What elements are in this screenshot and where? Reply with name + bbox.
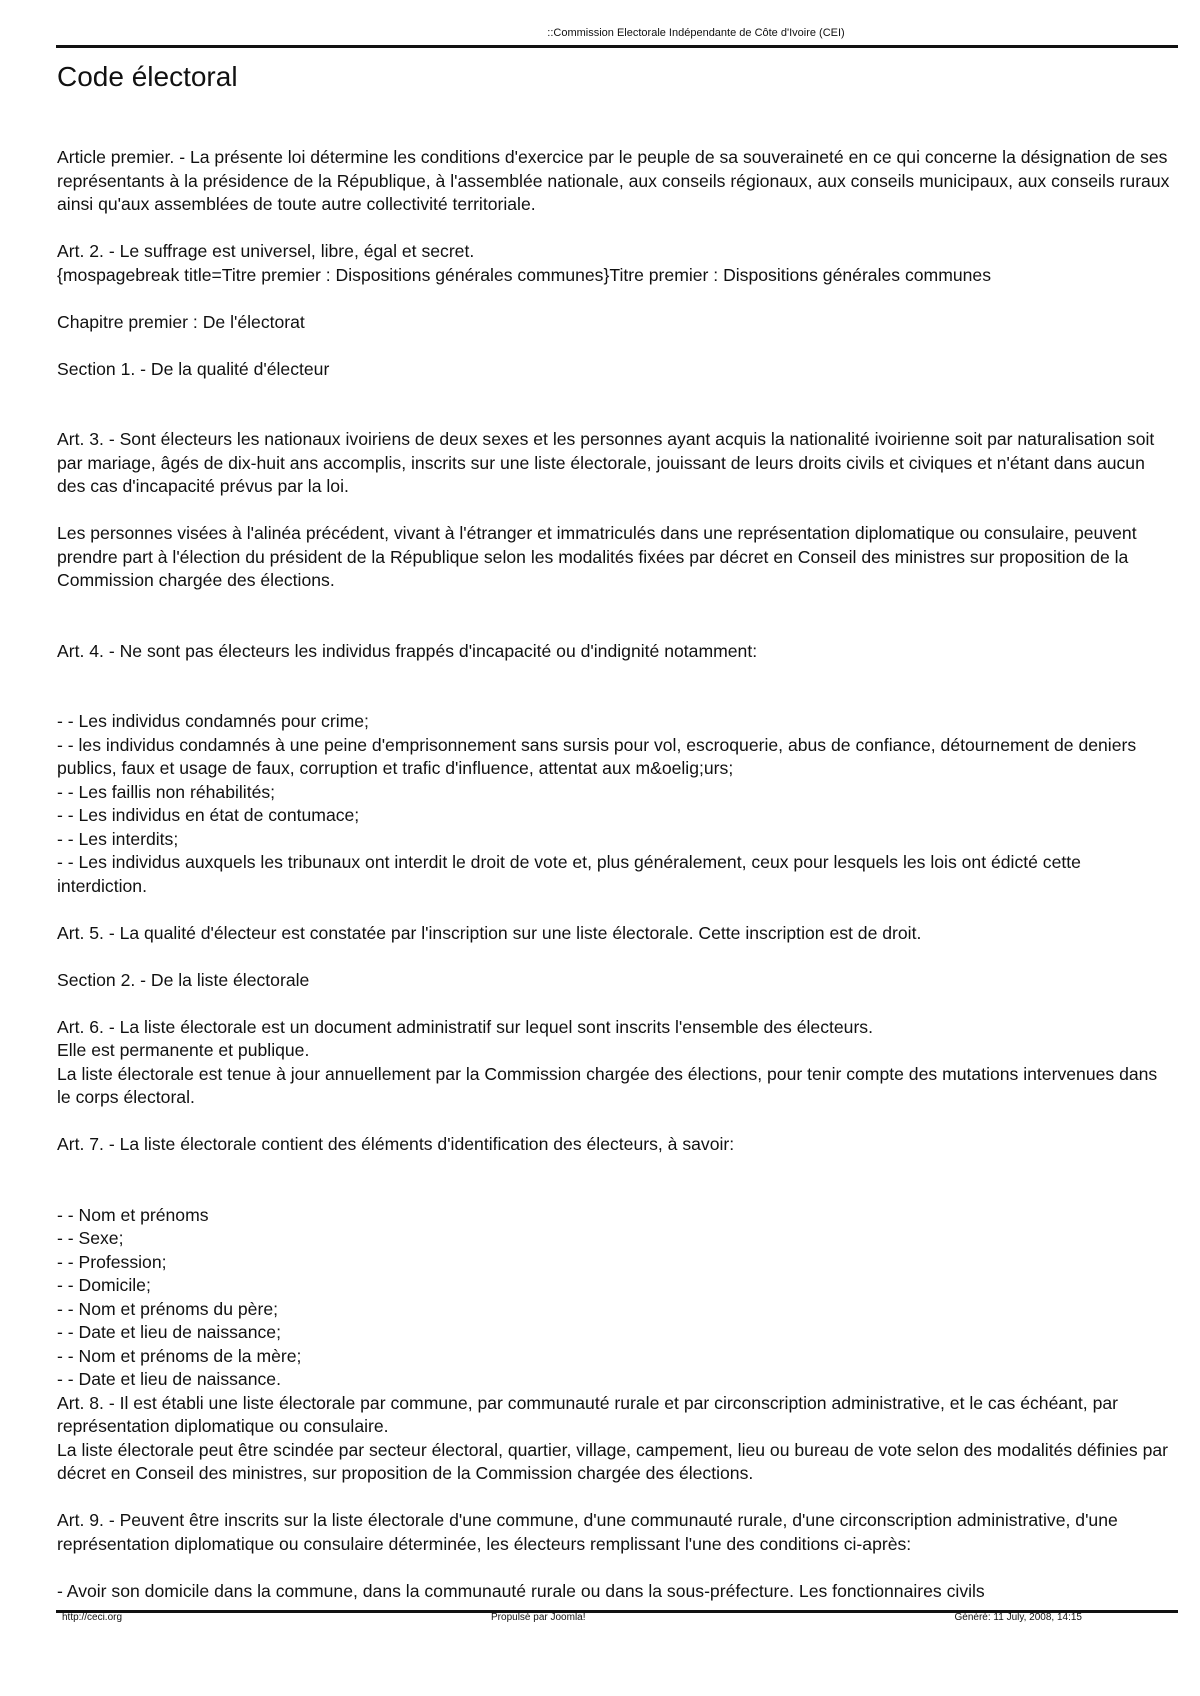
page-footer <box>62 1612 1082 1624</box>
article-6 <box>57 1016 1175 1110</box>
list-item: - - Nom et prénoms <box>57 1204 209 1225</box>
list-item: - - Les interdits; <box>57 828 179 849</box>
article-6-line-2: Elle est permanente et publique. <box>57 1040 310 1060</box>
article-8-line-2: La liste électorale peut être scindée par secteur électoral, quartier, village, campement, lieu ou bureau de vote selon des modalités définies par décret en Conseil des ministres, sur proposition de la Commission chargée des élections. <box>57 1439 1169 1483</box>
article-7: Art. 7. - La liste électorale contient des éléments d'identification des électeurs, à savoir: <box>57 1134 735 1154</box>
article-9: Art. 9. - Peuvent être inscrits sur la liste électorale d'une commune, d'une communauté rurale, d'une circonscription administrative, d'une représentation diplomatique ou consulaire déterminée, les électeurs remplissant l'une des conditions ci-après: <box>57 1510 1118 1554</box>
article-7-list <box>57 1204 1175 1392</box>
article-2-text: Art. 2. - Le suffrage est universel, libre, égal et secret. <box>57 241 475 261</box>
list-item: - - Date et lieu de naissance. <box>57 1369 281 1389</box>
article-6-line-1: Art. 6. - La liste électorale est un document administratif sur lequel sont inscrits l'ensemble des électeurs. <box>57 1016 873 1037</box>
site-title: ::Commission Electorale Indépendante de Côte d'Ivoire (CEI) <box>547 27 845 39</box>
article-9-condition: - Avoir son domicile dans la commune, dans la communauté rurale ou dans la sous-préfecture. Les fonctionnaires civils <box>57 1580 985 1601</box>
list-item: - - Date et lieu de naissance; <box>57 1322 281 1342</box>
article-4: Art. 4. - Ne sont pas électeurs les individus frappés d'incapacité ou d'indignité notamment: <box>57 640 758 661</box>
list-item: - - Les individus en état de contumace; <box>57 805 360 825</box>
list-item: - - Les individus auxquels les tribunaux ont interdit le droit de vote et, plus généralement, ceux pour lesquels les lois ont édicté cette interdiction. <box>57 852 1081 896</box>
chapter-heading: Chapitre premier : De l'électorat <box>57 311 305 332</box>
list-item: - - Nom et prénoms de la mère; <box>57 1345 302 1366</box>
section-2-heading: Section 2. - De la liste électorale <box>57 969 310 990</box>
article-6-line-3: La liste électorale est tenue à jour annuellement par la Commission chargée des élections, pour tenir compte des mutations intervenues dans le corps électoral. <box>57 1063 1158 1107</box>
list-item: - - Les individus condamnés pour crime; <box>57 711 369 731</box>
article-8 <box>57 1392 1175 1486</box>
list-item: - - Domicile; <box>57 1275 151 1295</box>
document-title: Code électoral <box>57 61 238 92</box>
footer-generated-date: Généré: 11 July, 2008, 14:15 <box>954 1612 1082 1623</box>
page-header <box>0 26 1200 40</box>
footer-powered-by: Propulsé par Joomla! <box>491 1612 586 1623</box>
article-5: Art. 5. - La qualité d'électeur est constatée par l'inscription sur une liste électorale. Cette inscription est de droit. <box>57 922 922 943</box>
article-4-list <box>57 710 1175 898</box>
article-2 <box>57 240 1175 287</box>
article-3-paragraph-2: Les personnes visées à l'alinéa précédent, vivant à l'étranger et immatriculés dans une représentation diplomatique ou consulaire, peuvent prendre part à l'élection du président de la République selon les modalités fixées par décret en Conseil des ministres sur proposition de la Commission chargée des élections. <box>57 523 1137 590</box>
header-divider <box>56 45 1178 48</box>
document-body <box>57 146 1175 1603</box>
article-1: Article premier. - La présente loi détermine les conditions d'exercice par le peuple de sa souveraineté en ce qui concerne la désignation de ses représentants à la présidence de la République, à l'assemblée nationale, aux conseils régionaux, aux conseils municipaux, aux conseils ruraux ainsi qu'aux assemblées de toute autre collectivité territoriale. <box>57 147 1170 214</box>
pagebreak-title: {mospagebreak title=Titre premier : Dispositions générales communes}Titre premier : Dispositions générales communes <box>57 264 992 285</box>
list-item: - - Profession; <box>57 1251 167 1272</box>
article-3: Art. 3. - Sont électeurs les nationaux ivoiriens de deux sexes et les personnes ayant acquis la nationalité ivoirienne soit par naturalisation soit par mariage, âgés de dix-huit ans accomplis, inscrits sur une liste électorale, jouissant de leurs droits civils et civiques et n'étant dans aucun des cas d'incapacité prévus par la loi. <box>57 429 1155 496</box>
list-item: - - Sexe; <box>57 1228 124 1248</box>
list-item: - - Les faillis non réhabilités; <box>57 781 276 802</box>
footer-url: http://ceci.org <box>62 1612 123 1623</box>
section-1-heading: Section 1. - De la qualité d'électeur <box>57 358 330 379</box>
article-8-line-1: Art. 8. - Il est établi une liste électorale par commune, par communauté rurale et par circonscription administrative, et le cas échéant, par représentation diplomatique ou consulaire. <box>57 1392 1119 1436</box>
list-item: - - Nom et prénoms du père; <box>57 1298 278 1319</box>
list-item: - - les individus condamnés à une peine d'emprisonnement sans sursis pour vol, escroquerie, abus de confiance, détournement de deniers publics, faux et usage de faux, corruption et trafic d'influence, attentat aux m&oelig;urs; <box>57 734 1137 778</box>
